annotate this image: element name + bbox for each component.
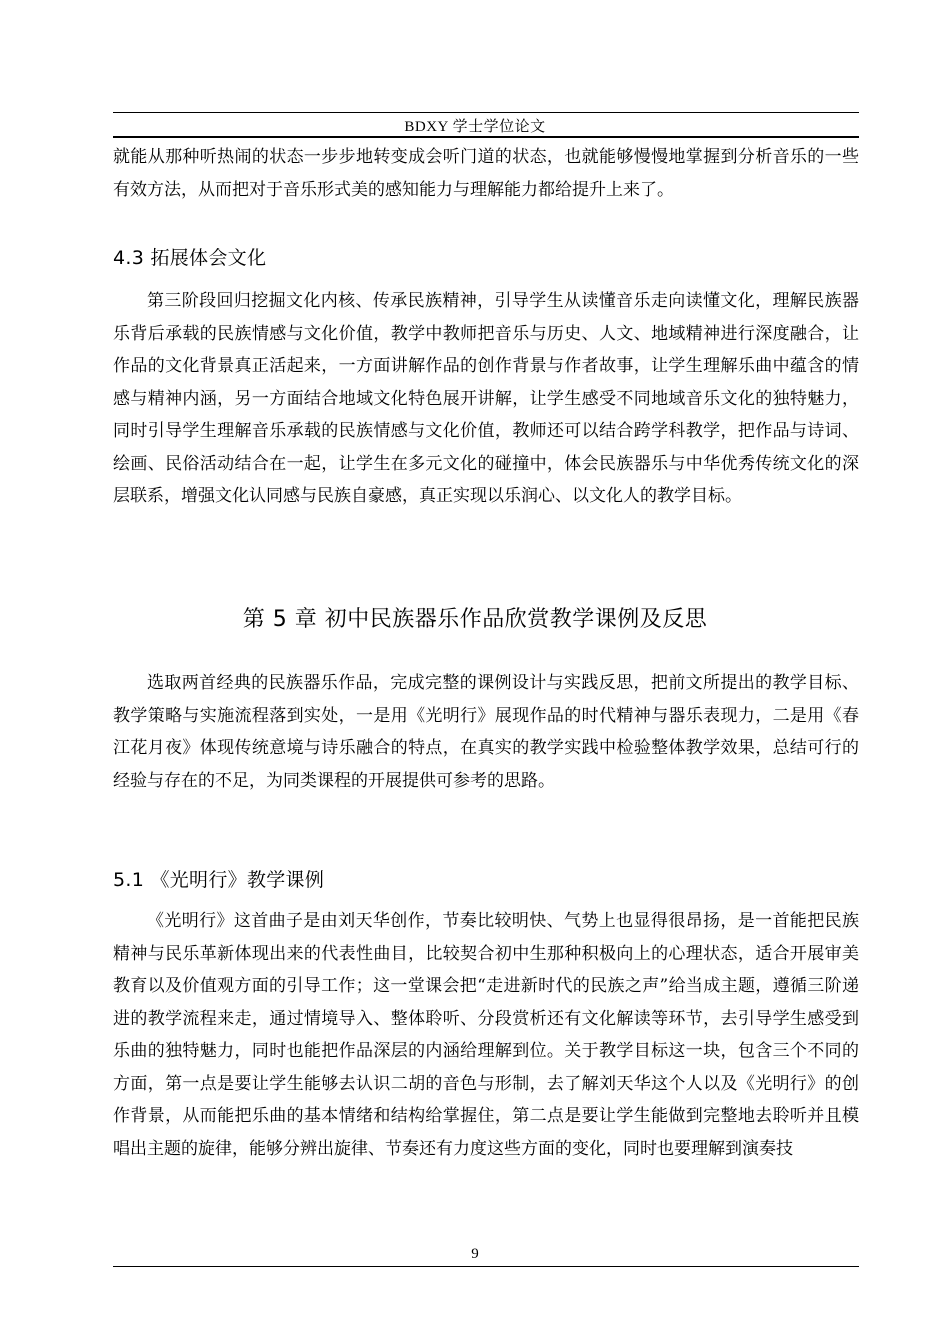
header-top-rule	[113, 112, 859, 113]
section-5-1-body	[113, 905, 859, 1165]
section-heading-5-1: 5.1 《光明行》教学课例	[113, 869, 325, 891]
continuation-block	[113, 141, 859, 206]
running-header: BDXY 学士学位论文	[404, 119, 546, 135]
section-heading-4-3: 4.3 拓展体会文化	[113, 247, 267, 269]
chapter-heading-5: 第 5 章 初中民族器乐作品欣赏教学课例及反思	[242, 607, 708, 632]
chapter-5-intro-paragraph: 选取两首经典的民族器乐作品，完成完整的课例设计与实践反思，把前文所提出的教学目标、教学策略与实施流程落到实处，一是用《光明行》展现作品的时代精神与器乐表现力，二是用《春江花月夜》体现传统意境与诗乐融合的特点，在真实的教学实践中检验整体教学效果，总结可行的经验与存在的不足，为同类课程的开展提供可参考的思路。	[113, 673, 859, 791]
continuation-paragraph: 就能从那种听热闹的状态一步步地转变成会听门道的状态，也就能够慢慢地掌握到分析音乐的一些有效方法，从而把对于音乐形式美的感知能力与理解能力都给提升上来了。	[113, 147, 859, 200]
section-4-3-body	[113, 285, 859, 513]
footer-rule	[113, 1266, 859, 1267]
chapter-5-body	[113, 667, 859, 797]
page-number: 9	[471, 1246, 479, 1262]
header-bottom-rule	[113, 136, 859, 138]
section-5-1-paragraph: 《光明行》这首曲子是由刘天华创作，节奏比较明快、气势上也显得很昂扬，是一首能把民族精神与民乐革新体现出来的代表性曲目，比较契合初中生那种积极向上的心理状态，适合开展审美教育以及价值观方面的引导工作；这一堂课会把“走进新时代的民族之声”给当成主题，遵循三阶递进的教学流程来走，通过情境导入、整体聆听、分段赏析还有文化解读等环节，去引导学生感受到乐曲的独特魅力，同时也能把作品深层的内涵给理解到位。关于教学目标这一块，包含三个不同的方面，第一点是要让学生能够去认识二胡的音色与形制，去了解刘天华这个人以及《光明行》的创作背景，从而能把乐曲的基本情绪和结构给掌握住，第二点是要让学生能做到完整地去聆听并且模唱出主题的旋律，能够分辨出旋律、节奏还有力度这些方面的变化，同时也要理解到演奏技	[113, 911, 859, 1159]
section-4-3-paragraph: 第三阶段回归挖掘文化内核、传承民族精神，引导学生从读懂音乐走向读懂文化，理解民族器乐背后承载的民族情感与文化价值，教学中教师把音乐与历史、人文、地域精神进行深度融合，让作品的文化背景真正活起来，一方面讲解作品的创作背景与作者故事，让学生理解乐曲中蕴含的情感与精神内涵，另一方面结合地域文化特色展开讲解，让学生感受不同地域音乐文化的独特魅力，同时引导学生理解音乐承载的民族情感与文化价值，教师还可以结合跨学科教学，把作品与诗词、绘画、民俗活动结合在一起，让学生在多元文化的碰撞中，体会民族器乐与中华优秀传统文化的深层联系，增强文化认同感与民族自豪感，真正实现以乐润心、以文化人的教学目标。	[113, 291, 859, 506]
